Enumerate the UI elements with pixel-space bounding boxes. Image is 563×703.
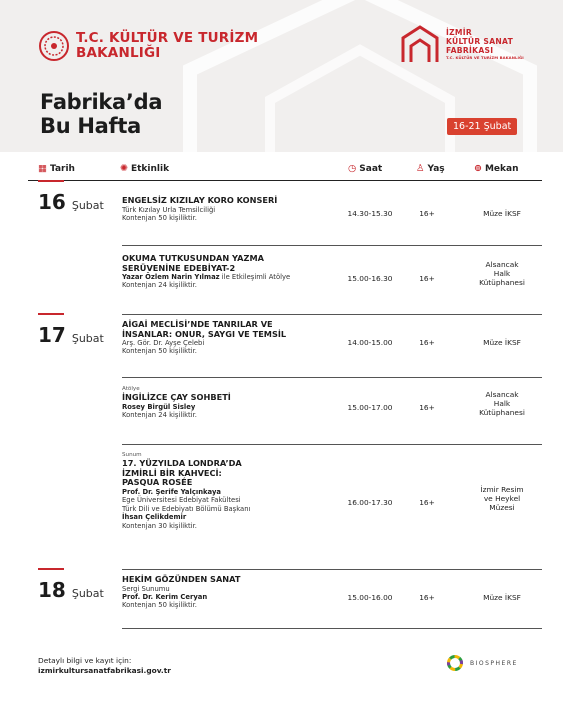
event-age: 16+ xyxy=(419,338,435,347)
event-row xyxy=(122,378,542,445)
hero-banner xyxy=(0,0,563,152)
event-title-line2: SERÜVENİNE EDEBİYAT-2 xyxy=(122,262,236,273)
day-month: Şubat xyxy=(71,587,104,600)
event-time: 14.00-15.00 xyxy=(347,338,393,347)
event-speaker: Prof. Dr. Şerife Yalçınkaya xyxy=(122,487,221,496)
event-speaker: Arş. Gör. Dr. Ayşe Çelebi xyxy=(122,339,205,347)
event-row xyxy=(122,182,542,246)
event-title-line3: PASQUA ROSÉE xyxy=(122,477,193,488)
event-title-line1: AİGAİ MECLİSİ’NDE TANRILAR VE xyxy=(122,319,273,329)
speaker-note: ile Etkileşimli Atölye xyxy=(219,273,291,281)
column-mekan-label: Mekan xyxy=(484,163,519,174)
column-tarih xyxy=(38,163,75,174)
sparkle-icon: ✺ xyxy=(120,163,128,174)
factory-house-icon xyxy=(400,24,440,64)
event-capacity: Kontenjan 50 kişiliktir. xyxy=(122,213,197,222)
event-venue xyxy=(462,485,542,512)
ministry-seal-icon xyxy=(38,30,70,62)
biosphere-ring-icon xyxy=(446,654,464,672)
ministry-name-line1: T.C. KÜLTÜR VE TURİZM xyxy=(76,30,259,46)
day-number: 16 xyxy=(38,190,66,214)
column-yas-label: Yaş xyxy=(427,163,445,174)
event-capacity: Kontenjan 24 kişiliktir. xyxy=(122,281,197,290)
venue-line3: Kütüphanesi xyxy=(479,278,525,287)
event-venue: Müze İKSF xyxy=(483,338,521,347)
event-venue: Müze İKSF xyxy=(483,593,521,602)
column-tarih-label: Tarih xyxy=(49,163,75,174)
column-etkinlik-label: Etkinlik xyxy=(130,163,170,174)
event-venue xyxy=(462,390,542,417)
event-organizer: Türk Kızılay Urla Temsilciliği xyxy=(122,205,216,214)
venue-line1: Alsancak xyxy=(485,390,519,399)
event-capacity: Kontenjan 30 kişiliktir. xyxy=(122,521,197,530)
day-label xyxy=(38,190,104,214)
venue-line2: ve Heykel xyxy=(483,494,521,503)
event-speaker: Rosey Birgül Sisley xyxy=(122,402,196,411)
event-age: 16+ xyxy=(419,498,435,507)
day-accent-bar xyxy=(38,568,64,570)
event-title: İNGİLİZCE ÇAY SOHBETİ xyxy=(122,392,231,403)
event-capacity: Kontenjan 50 kişiliktir. xyxy=(122,601,197,610)
brand-line3: FABRİKASI xyxy=(446,46,494,55)
column-saat-label: Saat xyxy=(359,163,383,174)
event-title-line2: İNSANLAR: ONUR, SAYGI VE TEMSİL xyxy=(122,328,287,339)
event-age: 16+ xyxy=(419,403,435,412)
day-number: 17 xyxy=(38,323,66,347)
footer-info-label: Detaylı bilgi ve kayıt için: xyxy=(38,656,132,665)
venue-line2: Halk xyxy=(493,269,511,278)
day-month: Şubat xyxy=(71,332,104,345)
day-label xyxy=(38,323,104,347)
brand-line1: İZMİR xyxy=(446,28,473,37)
brand-line4: T.C. KÜLTÜR VE TURİZM BAKANLIĞI xyxy=(446,55,524,60)
day-number: 18 xyxy=(38,578,66,602)
ministry-logo xyxy=(38,30,258,62)
event-second-speaker: İhsan Çelikdemir xyxy=(122,513,187,522)
event-capacity: Kontenjan 24 kişiliktir. xyxy=(122,411,197,420)
ministry-name-line2: BAKANLIĞI xyxy=(76,45,161,61)
biosphere-label: BIOSPHERE xyxy=(470,659,518,667)
column-yas xyxy=(416,163,445,174)
person-icon: ♙ xyxy=(416,163,425,174)
brand-line2: KÜLTÜR SANAT xyxy=(446,37,514,46)
event-details xyxy=(122,575,332,610)
event-details xyxy=(122,196,332,222)
day-label xyxy=(38,578,104,602)
footer-info xyxy=(38,656,171,676)
event-category: Atölye xyxy=(122,386,140,392)
event-details xyxy=(122,385,332,420)
speaker-affiliation-line2: Türk Dili ve Edebiyatı Bölümü Başkanı xyxy=(122,504,251,513)
event-time: 15.00-16.00 xyxy=(347,593,393,602)
column-etkinlik xyxy=(120,163,169,174)
venue-line2: Halk xyxy=(493,399,511,408)
speaker-affiliation-line1: Ege Üniversitesi Edebiyat Fakültesi xyxy=(122,496,241,505)
event-title-line1: 17. YÜZYILDA LONDRA’DA xyxy=(122,458,242,469)
day-month: Şubat xyxy=(71,199,104,212)
location-pin-icon: ⊚ xyxy=(474,163,482,174)
day-accent-bar xyxy=(38,313,64,315)
column-mekan xyxy=(474,163,519,174)
venue-line3: Müzesi xyxy=(489,503,515,512)
venue-line3: Kütüphanesi xyxy=(479,408,525,417)
event-row xyxy=(122,445,542,570)
event-title-line1: OKUMA TUTKUSUNDAN YAZMA xyxy=(122,253,264,263)
event-age: 16+ xyxy=(419,274,435,283)
speaker-name: Yazar Özlem Narin Yılmaz xyxy=(122,273,220,281)
event-title: ENGELSİZ KIZILAY KORO KONSERİ xyxy=(122,195,278,205)
event-speaker: Prof. Dr. Kerim Ceryan xyxy=(122,592,208,601)
event-venue: Müze İKSF xyxy=(483,209,521,218)
event-time: 16.00-17.30 xyxy=(347,498,393,507)
calendar-icon: ▦ xyxy=(38,163,47,174)
venue-line1: İzmir Resim xyxy=(480,485,524,494)
clock-icon: ◷ xyxy=(348,163,357,174)
iksf-logo xyxy=(400,24,524,64)
table-header xyxy=(28,158,542,181)
event-category: Sunum xyxy=(122,452,142,458)
page-title xyxy=(40,90,162,138)
biosphere-logo xyxy=(446,654,518,672)
event-details xyxy=(122,451,332,530)
website-link[interactable]: izmirkultursanatfabrikasi.gov.tr xyxy=(38,666,171,675)
event-time: 15.00-16.30 xyxy=(347,274,393,283)
event-type: Sergi Sunumu xyxy=(122,584,170,593)
event-row xyxy=(122,246,542,315)
event-venue xyxy=(462,260,542,287)
event-title-line2: İZMİRLİ BİR KAHVECİ: xyxy=(122,467,222,478)
event-row xyxy=(122,570,542,629)
event-time: 15.00-17.00 xyxy=(347,403,393,412)
event-age: 16+ xyxy=(419,209,435,218)
event-capacity: Kontenjan 50 kişiliktir. xyxy=(122,347,197,356)
page-title-line1: Fabrika’da xyxy=(40,90,163,114)
event-details xyxy=(122,320,332,356)
event-time: 14.30-15.30 xyxy=(347,209,393,218)
event-speaker xyxy=(122,273,332,281)
event-row xyxy=(122,315,542,378)
event-age: 16+ xyxy=(419,593,435,602)
venue-line1: Alsancak xyxy=(485,260,519,269)
date-range-badge: 16-21 Şubat xyxy=(447,118,517,135)
page-title-line2: Bu Hafta xyxy=(40,114,141,138)
event-title: HEKİM GÖZÜNDEN SANAT xyxy=(122,574,241,584)
day-accent-bar xyxy=(38,180,64,182)
column-saat xyxy=(348,163,382,174)
event-details xyxy=(122,254,332,290)
